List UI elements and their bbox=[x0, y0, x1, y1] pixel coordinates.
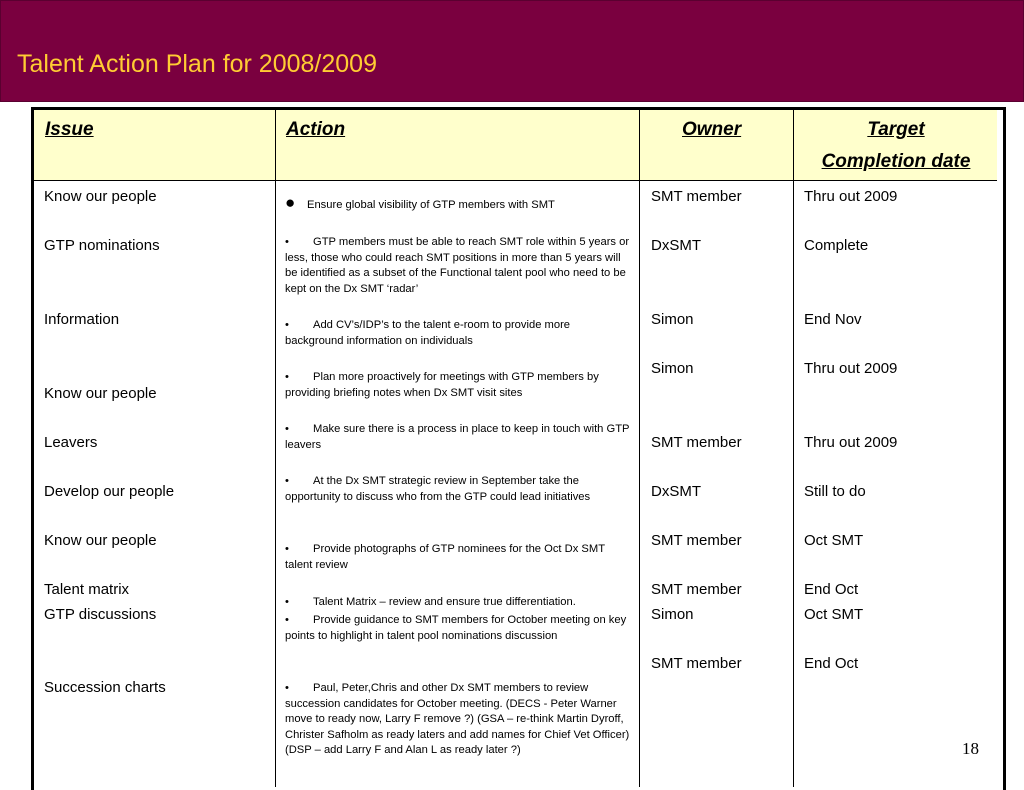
issue-cell: Know our people bbox=[44, 188, 157, 205]
action-text: Make sure there is a process in place to keep in touch with GTP leavers bbox=[285, 423, 630, 451]
bullet-icon: • bbox=[285, 614, 289, 626]
action-text: Add CV’s/IDP’s to the talent e-room to provide more background information on individuals bbox=[285, 319, 571, 347]
action-cell bbox=[285, 370, 630, 401]
bullet-icon: ● bbox=[285, 193, 296, 212]
action-cell bbox=[285, 318, 630, 349]
issue-cell: Succession charts bbox=[44, 679, 166, 696]
target-cell: Complete bbox=[804, 237, 869, 254]
issue-cell: Information bbox=[44, 311, 120, 328]
target-cell: End Oct bbox=[804, 655, 859, 672]
target-cell: Still to do bbox=[804, 483, 866, 500]
page-number: 18 bbox=[962, 739, 979, 758]
action-cell bbox=[285, 422, 630, 453]
action-text: Paul, Peter,Chris and other Dx SMT members to review succession candidates for October meeting. (DECS - Peter Warner move to ready now, Larry F remove ?) (GSA – re-think Martin Dyroff, Christer Safholm as ready laters and add names for Chief Vet Officer) (DSP – add Larry F and Alan L as ready later ?) bbox=[285, 682, 630, 756]
column-divider bbox=[275, 107, 276, 787]
bullet-icon: • bbox=[285, 371, 289, 383]
issue-cell: Know our people bbox=[44, 385, 157, 402]
owner-cell: SMT member bbox=[651, 581, 742, 598]
action-text: Talent Matrix – review and ensure true differentiation. bbox=[313, 596, 576, 608]
issue-cell: Talent matrix bbox=[44, 581, 130, 598]
target-cell: Oct SMT bbox=[804, 532, 864, 549]
header-target-line1: Target bbox=[867, 119, 925, 140]
action-text: Provide photographs of GTP nominees for the Oct Dx SMT talent review bbox=[285, 543, 605, 571]
action-text: Plan more proactively for meetings with GTP members by providing briefing notes when Dx SMT visit sites bbox=[285, 371, 599, 399]
owner-cell: SMT member bbox=[651, 434, 742, 451]
owner-cell: Simon bbox=[651, 360, 694, 377]
issue-cell: GTP nominations bbox=[44, 237, 160, 254]
header-issue: Issue bbox=[45, 119, 94, 140]
issue-cell: Leavers bbox=[44, 434, 98, 451]
target-cell: Thru out 2009 bbox=[804, 434, 898, 451]
target-cell: Thru out 2009 bbox=[804, 188, 898, 205]
action-cell bbox=[285, 542, 630, 573]
target-cell: Thru out 2009 bbox=[804, 360, 898, 377]
action-text: At the Dx SMT strategic review in September take the opportunity to discuss who from the GTP could lead initiatives bbox=[285, 475, 591, 503]
action-cell bbox=[285, 681, 630, 759]
bullet-icon: • bbox=[285, 423, 289, 435]
header-target-line2: Completion date bbox=[821, 151, 971, 172]
header-action: Action bbox=[286, 119, 346, 140]
bullet-icon: • bbox=[285, 319, 289, 331]
bullet-icon: • bbox=[285, 682, 289, 694]
action-text: Ensure global visibility of GTP members with SMT bbox=[307, 199, 555, 211]
owner-cell: SMT member bbox=[651, 188, 742, 205]
issue-cell: Know our people bbox=[44, 532, 157, 549]
owner-cell: SMT member bbox=[651, 532, 742, 549]
target-cell: End Nov bbox=[804, 311, 862, 328]
slide-title: Talent Action Plan for 2008/2009 bbox=[17, 50, 377, 78]
bullet-icon: • bbox=[285, 596, 289, 608]
column-divider bbox=[639, 107, 640, 787]
owner-cell: Simon bbox=[651, 311, 694, 328]
issue-cell: GTP discussions bbox=[44, 606, 157, 623]
action-text: GTP members must be able to reach SMT role within 5 years or less, those who could reach SMT positions in more than 5 years will be identified as a subset of the Functional talent pool who need to be kept on the Dx SMT ‘radar’ bbox=[285, 236, 630, 295]
action-cell bbox=[285, 235, 630, 297]
action-cell bbox=[285, 595, 630, 611]
bullet-icon: • bbox=[285, 475, 289, 487]
header-divider bbox=[34, 180, 997, 181]
bullet-icon: • bbox=[285, 236, 289, 248]
action-cell bbox=[285, 613, 630, 644]
issue-cell: Develop our people bbox=[44, 483, 175, 500]
owner-cell: SMT member bbox=[651, 655, 742, 672]
target-cell: Oct SMT bbox=[804, 606, 864, 623]
owner-cell: DxSMT bbox=[651, 237, 701, 254]
header-target bbox=[795, 114, 997, 178]
owner-cell: Simon bbox=[651, 606, 694, 623]
owner-cell: DxSMT bbox=[651, 483, 701, 500]
action-cell bbox=[285, 474, 630, 505]
action-text: Provide guidance to SMT members for October meeting on key points to highlight in talent pool nominations discussion bbox=[285, 614, 627, 642]
header-owner: Owner bbox=[682, 119, 742, 140]
action-cell bbox=[285, 195, 630, 214]
column-divider bbox=[793, 107, 794, 787]
bullet-icon: • bbox=[285, 543, 289, 555]
target-cell: End Oct bbox=[804, 581, 859, 598]
